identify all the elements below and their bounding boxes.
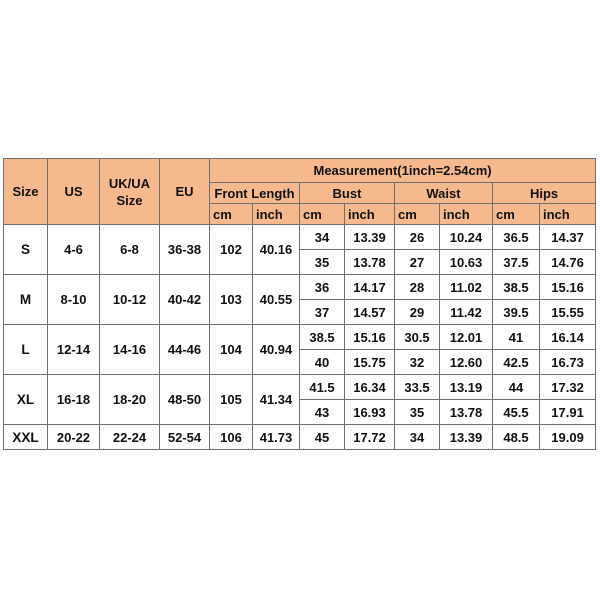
cell-bust-cm: 45 [300, 425, 345, 450]
cell-hips-inch: 15.16 [540, 275, 596, 300]
cell-hips-inch: 16.14 [540, 325, 596, 350]
cell-eu: 40-42 [160, 275, 210, 325]
cell-waist-inch: 11.02 [440, 275, 493, 300]
header-eu: EU [160, 159, 210, 225]
cell-bust-cm: 34 [300, 225, 345, 250]
cell-bust-inch: 17.72 [345, 425, 395, 450]
cell-waist-inch: 12.01 [440, 325, 493, 350]
cell-ukua: 10-12 [100, 275, 160, 325]
cell-hips-inch: 14.37 [540, 225, 596, 250]
cell-hips-inch: 17.91 [540, 400, 596, 425]
cell-front-length-inch: 40.55 [253, 275, 300, 325]
cell-eu: 52-54 [160, 425, 210, 450]
cell-waist-cm: 32 [395, 350, 440, 375]
cell-size: XXL [4, 425, 48, 450]
cell-bust-inch: 14.57 [345, 300, 395, 325]
cell-waist-inch: 12.60 [440, 350, 493, 375]
cell-hips-inch: 19.09 [540, 425, 596, 450]
cell-front-length-inch: 41.34 [253, 375, 300, 425]
table-row [4, 225, 596, 250]
table-header [4, 159, 596, 225]
size-chart [3, 158, 595, 450]
cell-waist-inch: 10.24 [440, 225, 493, 250]
cell-waist-cm: 27 [395, 250, 440, 275]
cell-size: S [4, 225, 48, 275]
header-us: US [48, 159, 100, 225]
size-chart-table [3, 158, 596, 450]
cell-us: 4-6 [48, 225, 100, 275]
header-hips: Hips [493, 183, 596, 204]
cell-hips-cm: 42.5 [493, 350, 540, 375]
table-body [4, 225, 596, 450]
cell-us: 16-18 [48, 375, 100, 425]
header-hips-inch: inch [540, 204, 596, 225]
cell-hips-cm: 38.5 [493, 275, 540, 300]
cell-ukua: 14-16 [100, 325, 160, 375]
cell-bust-cm: 41.5 [300, 375, 345, 400]
cell-ukua: 6-8 [100, 225, 160, 275]
cell-us: 12-14 [48, 325, 100, 375]
header-waist: Waist [395, 183, 493, 204]
cell-waist-cm: 35 [395, 400, 440, 425]
cell-bust-cm: 37 [300, 300, 345, 325]
cell-waist-cm: 28 [395, 275, 440, 300]
cell-waist-inch: 13.39 [440, 425, 493, 450]
cell-hips-cm: 45.5 [493, 400, 540, 425]
cell-front-length-cm: 105 [210, 375, 253, 425]
header-bust: Bust [300, 183, 395, 204]
header-waist-cm: cm [395, 204, 440, 225]
cell-eu: 36-38 [160, 225, 210, 275]
header-bust-cm: cm [300, 204, 345, 225]
cell-hips-inch: 14.76 [540, 250, 596, 275]
table-row [4, 425, 596, 450]
table-row [4, 275, 596, 300]
cell-front-length-inch: 41.73 [253, 425, 300, 450]
header-front-length-cm: cm [210, 204, 253, 225]
table-row [4, 375, 596, 400]
cell-eu: 48-50 [160, 375, 210, 425]
cell-hips-cm: 41 [493, 325, 540, 350]
cell-eu: 44-46 [160, 325, 210, 375]
header-bust-inch: inch [345, 204, 395, 225]
cell-hips-inch: 17.32 [540, 375, 596, 400]
cell-hips-cm: 39.5 [493, 300, 540, 325]
cell-hips-cm: 36.5 [493, 225, 540, 250]
cell-ukua: 22-24 [100, 425, 160, 450]
header-front-length-inch: inch [253, 204, 300, 225]
cell-waist-cm: 29 [395, 300, 440, 325]
cell-waist-cm: 26 [395, 225, 440, 250]
cell-waist-inch: 10.63 [440, 250, 493, 275]
cell-bust-inch: 13.39 [345, 225, 395, 250]
cell-bust-cm: 43 [300, 400, 345, 425]
cell-waist-cm: 33.5 [395, 375, 440, 400]
cell-size: M [4, 275, 48, 325]
cell-bust-inch: 14.17 [345, 275, 395, 300]
header-front-length: Front Length [210, 183, 300, 204]
cell-front-length-cm: 104 [210, 325, 253, 375]
cell-front-length-cm: 102 [210, 225, 253, 275]
cell-hips-inch: 15.55 [540, 300, 596, 325]
cell-bust-inch: 16.34 [345, 375, 395, 400]
cell-waist-inch: 13.19 [440, 375, 493, 400]
cell-us: 20-22 [48, 425, 100, 450]
cell-front-length-cm: 103 [210, 275, 253, 325]
header-measurement: Measurement(1inch=2.54cm) [210, 159, 596, 183]
cell-bust-cm: 35 [300, 250, 345, 275]
cell-hips-cm: 37.5 [493, 250, 540, 275]
cell-bust-cm: 36 [300, 275, 345, 300]
cell-bust-inch: 15.75 [345, 350, 395, 375]
cell-front-length-cm: 106 [210, 425, 253, 450]
cell-waist-inch: 13.78 [440, 400, 493, 425]
cell-size: L [4, 325, 48, 375]
header-waist-inch: inch [440, 204, 493, 225]
cell-us: 8-10 [48, 275, 100, 325]
cell-size: XL [4, 375, 48, 425]
cell-bust-inch: 13.78 [345, 250, 395, 275]
header-hips-cm: cm [493, 204, 540, 225]
header-ukua-size: UK/UA Size [100, 159, 160, 225]
cell-hips-inch: 16.73 [540, 350, 596, 375]
cell-waist-cm: 30.5 [395, 325, 440, 350]
cell-front-length-inch: 40.16 [253, 225, 300, 275]
table-row [4, 325, 596, 350]
cell-bust-cm: 38.5 [300, 325, 345, 350]
cell-hips-cm: 44 [493, 375, 540, 400]
header-size: Size [4, 159, 48, 225]
cell-bust-inch: 16.93 [345, 400, 395, 425]
cell-front-length-inch: 40.94 [253, 325, 300, 375]
cell-waist-inch: 11.42 [440, 300, 493, 325]
cell-ukua: 18-20 [100, 375, 160, 425]
cell-waist-cm: 34 [395, 425, 440, 450]
cell-hips-cm: 48.5 [493, 425, 540, 450]
cell-bust-inch: 15.16 [345, 325, 395, 350]
cell-bust-cm: 40 [300, 350, 345, 375]
